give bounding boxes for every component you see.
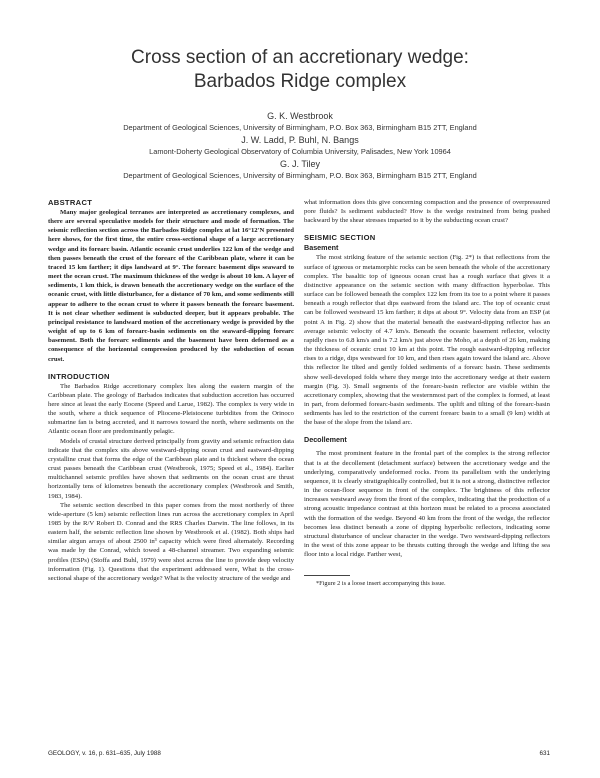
basement-text: The most striking feature of the seismic section (Fig. 2*) is that reflections from the surface of igneous or metamorphic rocks can be seen beneath the whole of the accretionary complex. The basaltic top of igneous ocean crust has a rough surface that gives it a distinctive appearance on the seismic section with many diffraction hyperbolae. This surface can be followed beneath the complex 122 km from its toe to a point where it passes beneath a rough reflector that dips eastward from the island arc. The top of oceanic crust can be followed westward 15 km farther; it dips at about 9°. Velocity data from an ESP (at point A in Fig. 2) show that the material beneath the eastward-dipping reflector has an average seismic velocity of 4.7 km/s. Beneath the oceanic basement reflector, velocity rapidly rises to 6.8 km/s and is 7.2 km/s just above the Moho, at a depth of 26 km, making the thickness of oceanic crust 10 km at this point. The rough eastward-dipping reflector rises to a ridge, dips westward for 10 km, and then rises again toward the island arc. Above this reflector lie tilted and gently folded sediments of a forearc basin. These sediments show well-developed folds where they merge into the accretionary wedge at their eastern margin (Fig. 3). Small segments of the forearc-basin reflector are visible within the accretionary complex, showing that the westernmost part of the complex is formed, at least in part, from deformed forearc-basin sediments. The uplift and tilting of the forearc-basin sediments has led to the restriction of the current forearc basin to a small (9 km) width at the base of the slope from the island arc. bbox=[304, 254, 550, 427]
author-block bbox=[0, 110, 600, 182]
footnote: *Figure 2 is a loose insert accompanying this issue. bbox=[316, 580, 446, 588]
author-name: G. K. Westbrook bbox=[267, 111, 333, 121]
seismic-section-heading: SEISMIC SECTION bbox=[304, 233, 376, 243]
author-affiliation: Lamont-Doherty Geological Observatory of Columbia University, Palisades, New York 10964 bbox=[149, 147, 451, 156]
article-title bbox=[0, 46, 600, 94]
intro-continuation: what information does this give concerning compaction and the presence of overpressured pore fluids? Is sediment subducted? How is the wedge restrained from being pushed backward by the shear stresses imparted to it by the subducting ocean crust? bbox=[304, 199, 550, 225]
abstract-heading: ABSTRACT bbox=[48, 198, 93, 207]
author-affiliation: Department of Geological Sciences, University of Birmingham, P.O. Box 363, Birmingham B15 2TT, England bbox=[123, 123, 477, 132]
decollement-text: The most prominent feature in the frontal part of the complex is the strong reflector that is at the decollement (detachment surface) between the accretionary wedge and the underlying, comparatively undeformed rocks. From its parallelism with the underlying sequence, it is clearly stratigraphically controlled, but it is not a strong, distinctive reflector in the ocean-floor sequence in front of the complex. The brightness of this reflector increases westward away from the front of the complex, indicating that the production of a strong acoustic impedance contrast at this horizon must be related to a process associated with the formation of the wedge. Beyond 40 km from the front of the wedge, the reflector becomes less distinct beneath a zone of dipping hyperbolic reflectors, indicating some structural disturbance of unclear character in the wedge. Two westward-dipping reflectors in the west of this zone appear to be thrusts cutting through the wedge and lifting the sea floor into a local ridge. Farther west, bbox=[304, 450, 550, 559]
author-affiliation: Department of Geological Sciences, University of Birmingham, P.O. Box 363, Birmingham B15 2TT, England bbox=[123, 171, 477, 180]
intro-paragraph: The seismic section described in this paper comes from the most northerly of three wide-aperture (5 km) seismic reflection lines run across the accretionary complex in April 1985 by the R/V Robert D. Conrad and the RRS Charles Darwin. The line follows, in its eastern half, the seismic reflection line shown by Westbrook et al. (1982). Both ships had similar airgun arrays of about 2500 in³ capacity which were fired alternately. Recording was made by the Conrad, which towed a 48-channel streamer. Two expanding seismic profiles (ESPs) (Stoffa and Buhl, 1979) were shot across the line to provide deep velocity information (Fig. 1). Questions that the experiment addressed were, What is the cross-sectional shape of the accretionary wedge? What is the velocity structure of the wedge and bbox=[48, 501, 294, 582]
decollement-heading: Decollement bbox=[304, 435, 347, 445]
left-column bbox=[48, 198, 294, 583]
basement-subheading: Basement bbox=[304, 243, 339, 253]
page-number: 631 bbox=[539, 750, 550, 757]
right-column bbox=[304, 198, 550, 588]
author-name: J. W. Ladd, P. Buhl, N. Bangs bbox=[241, 135, 359, 145]
footnote-rule bbox=[304, 575, 350, 576]
author-name: G. J. Tiley bbox=[279, 159, 320, 169]
intro-paragraph: Models of crustal structure derived principally from gravity and seismic refraction data indicate that the complex sits above westward-dipping ocean crust and eastward-dipping crystalline crust that forms the edge of the Caribbean plate and is thickest where the ocean crust passes beneath the Caribbean crust (Westbrook, 1975; Speed et al., 1984). Earlier multichannel seismic profiles have shown that sediments on the ocean crust are thrust horizontally tens of kilometres beneath the accretionary complex (Westbrook and Smith, 1983, 1984). bbox=[48, 437, 294, 500]
title-line-2: Barbados Ridge complex bbox=[193, 71, 407, 92]
abstract-text: Many major geological terranes are interpreted as accretionary complexes, and there are several speculative models for their structure and mode of formation. The seismic reflection section across the Barbados Ridge complex at lat 16°12′N presented here shows, for the first time, the entire cross-sectional shape of a large accretionary wedge and its forearc basin. Atlantic oceanic crust underlies 122 km of the wedge and then passes beneath the crust of the forearc of the Caribbean plate, where it can be traced 15 km farther; it dips landward at 9°. The forearc basement dips seaward to meet the ocean crust. The maximum thickness of the wedge is about 10 km. A layer of sediments, 1 km thick, is drawn beneath the accretionary wedge on the surface of the oceanic crust, with little disturbance, for a distance of 70 km, and some sediments still appear to adhere to the ocean crust to where it passes beneath the forearc basement. It is not clear whether sediment is subducted deeper, but it appears probable. The principal resistance to landward motion of the accretionary wedge is provided by the weight of up to 6 km of forearc-basin sediments on the seaward-dipping forearc basement. Both the forearc sediments and the basement have been deformed as a consequence of the horizontal compression produced by the subduction of ocean crust. bbox=[48, 209, 294, 363]
title-line-1: Cross section of an accretionary wedge: bbox=[131, 47, 469, 68]
journal-citation: GEOLOGY, v. 16, p. 631–635, July 1988 bbox=[48, 750, 161, 757]
page-footer bbox=[48, 750, 550, 757]
introduction-heading: INTRODUCTION bbox=[48, 371, 110, 381]
intro-paragraph: The Barbados Ridge accretionary complex lies along the eastern margin of the Caribbean plate. The geology of Barbados indicates that subduction accretion has occurred here since at least the early Eocene (Speed and Larue, 1982). The complex is very wide in the south, where a thick sequence of Pliocene-Pleistocene turbidites from the Orinoco submarine fan is being accreted, and it narrows toward the north, where sediments on the Atlantic ocean floor are predominantly pelagic. bbox=[48, 382, 294, 436]
